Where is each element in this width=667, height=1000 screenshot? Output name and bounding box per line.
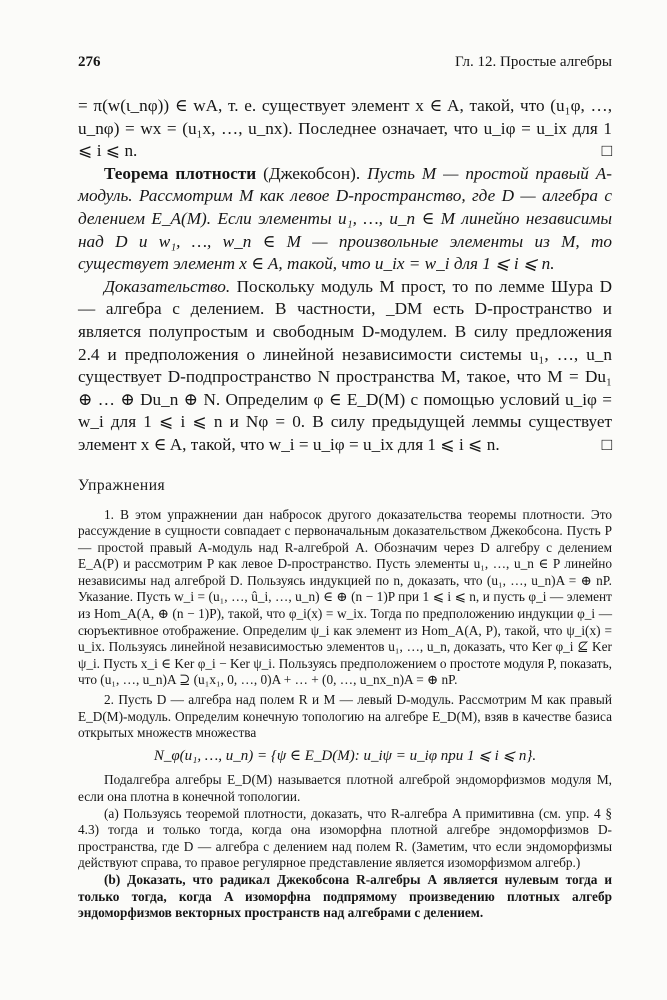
proof-label: Доказательство.	[104, 276, 231, 296]
chapter-title: Гл. 12. Простые алгебры	[454, 54, 612, 70]
exercise-2b: (b) Доказать, что радикал Джекобсона R-алгебры A является нулевым тогда и только тогда, когда A изоморфна подпрямому произведению плотных алгебр эндоморфизмов векторных пространств над алгебрами с делением.	[78, 871, 612, 921]
theorem-name: Теорема плотности	[104, 163, 257, 183]
proof	[78, 276, 612, 457]
proof-text: Поскольку модуль M прост, то по лемме Шура D — алгебра с делением. В частности, _DM есть D-пространство и является полупростым и свободным D-модулем. В силу предложения 2.4 и предположения о линейной независимости системы u₁, …, u_n существует D-подпространство N пространства M, такое, что M = Du₁ ⊕ … ⊕ Du_n ⊕ N. Определим φ ∈ E_D(M) с помощью условий u_iφ = w_i для 1 ⩽ i ⩽ n и Nφ = 0. В силу предыдущей леммы существует элемент x ∈ A, такой, что w_i = u_iφ = u_ix для 1 ⩽ i ⩽ n.	[78, 276, 612, 454]
exercise-2: 2. Пусть D — алгебра над полем R и M — левый D-модуль. Рассмотрим M как правый E_D(M)-модуль. Определим конечную топологию на алгебре E_D(M), взяв в качестве базиса открытых множеств множества	[78, 692, 612, 741]
exercise-1: 1. В этом упражнении дан набросок другого доказательства теоремы плотности. Это рассуждение в сущности совпадает с первоначальным доказательством Джекобсона. Пусть P — простой правый A-модуль над R-алгеброй A. Обозначим через D алгебру с делением E_A(P) и рассмотрим P как левое D-пространство. Пусть элементы u₁, …, u_n ∈ P линейно независимы над алгеброй D. Пользуясь индукцией по n, доказать, что (u₁, …, u_n)A = ⊕ nP. Указание. Пусть w_i = (u₁, …, û_i, …, u_n) ∈ ⊕ (n − 1)P при 1 ⩽ i ⩽ n, и пусть φ_i — элемент из Hom_A(A, ⊕ (n − 1)P), такой, что φ_i(x) = w_ix. Тогда по предположению индукции φ_i — сюръективное отображение. Определим ψ_i как элемент из Hom_A(A, P), такой, что ψ_i(x) = u_ix. Пользуясь линейной независимостью элементов u₁, …, u_n, доказать, что Ker φ_i ⊈ Ker ψ_i. Пусть x_i ∈ Ker φ_i − Ker ψ_i. Пользуясь предположением о простоте модуля P, показать, что (u₁, …, u_n)A ⊇ (u₁x₁, 0, …, 0)A + … + (0, …, u_nx_n)A = ⊕ nP.	[78, 506, 612, 688]
exercises-body	[78, 507, 612, 922]
topology-basis-formula: N_φ(u₁, …, u_n) = {ψ ∈ E_D(M): u_iψ = u_iφ при 1 ⩽ i ⩽ n}.	[153, 747, 537, 764]
exercises-heading: Упражнения	[78, 476, 166, 494]
dense-algebra-definition: Подалгебра алгебры E_D(M) называется плотной алгеброй эндоморфизмов модуля M, если она плотна в конечной топологии.	[78, 772, 612, 804]
top-paragraph-text: = π(w(ι_nφ)) ∈ wA, т. е. существует элемент x ∈ A, такой, что (u₁φ, …, u_nφ) = wx = (u₁x, …, u_nx). Последнее означает, что u_iφ = u_ix для 1 ⩽ i ⩽ n.	[78, 96, 612, 161]
main-text	[78, 95, 612, 457]
qed-mark: □	[601, 434, 612, 454]
theorem-attribution: (Джекобсон).	[256, 163, 368, 183]
book-page	[78, 54, 612, 922]
page-number: 276	[78, 54, 101, 70]
running-header	[78, 54, 612, 71]
density-theorem	[78, 163, 612, 276]
qed-mark: □	[601, 141, 612, 161]
theorem-statement: Пусть M — простой правый A-модуль. Рассмотрим M как левое D-пространство, где D — алгебра с делением E_A(M). Если элементы u₁, …, u_n ∈ M линейно независимы над D и w₁, …, w_n ∈ M — произвольные элементы из M, то существует элемент x ∈ A, такой, что u_ix = w_i для 1 ⩽ i ⩽ n.	[78, 163, 613, 274]
exercise-2a: (a) Пользуясь теоремой плотности, доказать, что R-алгебра A примитивна (см. упр. 4 § 4.3) тогда и только тогда, когда она изоморфна плотной алгебре эндоморфизмов D-пространства, где D — алгебра с делением над полем R. (Заметим, что если эндоморфизмы действуют справа, то правое регулярное представление является изоморфизмом алгебр.)	[78, 805, 612, 871]
top-paragraph	[78, 95, 612, 163]
